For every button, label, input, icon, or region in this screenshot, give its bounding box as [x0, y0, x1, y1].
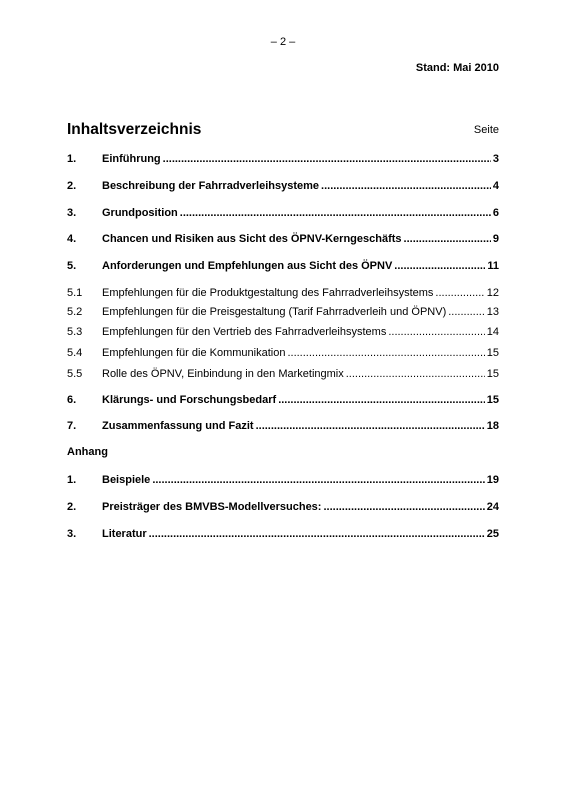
- seite-label: Seite: [473, 124, 499, 136]
- toc-heading: Inhaltsverzeichnis: [67, 121, 202, 138]
- toc-entry-3[interactable]: [67, 205, 499, 221]
- dot-leader: [163, 151, 491, 167]
- toc-entry-number: 4.: [67, 233, 77, 245]
- dot-leader: [149, 526, 485, 542]
- dot-leader: [152, 472, 484, 488]
- dot-leader: [321, 178, 491, 194]
- toc-entry-title: Rolle des ÖPNV, Einbindung in den Marketingmix: [102, 368, 344, 380]
- toc-entry-4[interactable]: [67, 231, 499, 247]
- dot-leader: [180, 205, 491, 221]
- toc-entry-5-2[interactable]: [67, 304, 499, 320]
- toc-entry-title: Beispiele: [102, 474, 151, 486]
- toc-entry-page: 6: [492, 207, 499, 219]
- toc-entry-number: 5.: [67, 260, 77, 272]
- toc-entry-title: Zusammenfassung und Fazit: [102, 420, 254, 432]
- toc-entry-number: 6.: [67, 394, 77, 406]
- dot-leader: [278, 392, 485, 408]
- toc-entry-number: 3.: [67, 207, 77, 219]
- dot-leader: [287, 345, 484, 361]
- dot-leader: [394, 258, 485, 274]
- dot-leader: [448, 304, 485, 320]
- toc-entry-page: 14: [486, 326, 499, 338]
- toc-entry-page: 13: [486, 306, 499, 318]
- toc-entry-page: 15: [486, 347, 499, 359]
- dot-leader: [388, 324, 484, 340]
- toc-entry-page: 3: [492, 153, 499, 165]
- toc-entry-title: Beschreibung der Fahrradverleihsysteme: [102, 180, 320, 192]
- toc-entry-title: Empfehlungen für die Kommunikation: [102, 347, 286, 359]
- dot-leader: [256, 418, 485, 434]
- dot-leader: [323, 499, 484, 515]
- toc-entry-5-4[interactable]: [67, 345, 499, 361]
- toc-entry-title: Grundposition: [102, 207, 178, 219]
- toc-entry-6[interactable]: [67, 392, 499, 408]
- toc-entry-page: 25: [486, 528, 499, 540]
- stand-date: Stand: Mai 2010: [415, 62, 499, 74]
- toc-entry-title: Empfehlungen für die Produktgestaltung des Fahrradverleihsystems: [102, 287, 434, 299]
- toc-entry-page: 11: [487, 260, 499, 272]
- toc-entry-number: 3.: [67, 528, 77, 540]
- toc-entry-page: 4: [492, 180, 499, 192]
- toc-entry-page: 15: [486, 394, 499, 406]
- toc-entry-2[interactable]: [67, 178, 499, 194]
- toc-entry-number: 2.: [67, 180, 77, 192]
- toc-entry-page: 12: [486, 287, 499, 299]
- anhang-entry-1[interactable]: [67, 472, 499, 488]
- toc-entry-page: 9: [492, 233, 499, 245]
- toc-entry-page: 18: [486, 420, 499, 432]
- toc-entry-title: Literatur: [102, 528, 147, 540]
- toc-entry-page: 19: [486, 474, 499, 486]
- toc-entry-number: 5.4: [67, 347, 83, 359]
- toc-entry-number: 5.5: [67, 368, 83, 380]
- toc-entry-7[interactable]: [67, 418, 499, 434]
- toc-entry-title: Anforderungen und Empfehlungen aus Sicht des ÖPNV: [102, 260, 393, 272]
- toc-entry-5-1[interactable]: [67, 285, 499, 301]
- toc-entry-1[interactable]: [67, 151, 499, 167]
- toc-entry-number: 1.: [67, 153, 77, 165]
- toc-entry-number: 5.2: [67, 306, 83, 318]
- anhang-heading: Anhang: [67, 446, 108, 458]
- dot-leader: [346, 366, 485, 382]
- toc-entry-number: 7.: [67, 420, 77, 432]
- toc-entry-number: 2.: [67, 501, 77, 513]
- toc-entry-title: Chancen und Risiken aus Sicht des ÖPNV-Kerngeschäfts: [102, 233, 402, 245]
- toc-entry-title: Einführung: [102, 153, 161, 165]
- toc-entry-title: Klärungs- und Forschungsbedarf: [102, 394, 277, 406]
- toc-entry-title: Empfehlungen für die Preisgestaltung (Tarif Fahrradverleih und ÖPNV): [102, 306, 447, 318]
- anhang-entry-3[interactable]: [67, 526, 499, 542]
- toc-entry-5[interactable]: [67, 258, 499, 274]
- toc-entry-title: Empfehlungen für den Vertrieb des Fahrradverleihsystems: [102, 326, 387, 338]
- dot-leader: [435, 285, 484, 301]
- toc-entry-number: 1.: [67, 474, 77, 486]
- toc-entry-title: Preisträger des BMVBS-Modellversuches:: [102, 501, 322, 513]
- toc-entry-number: 5.1: [67, 287, 83, 299]
- page-number: – 2 –: [270, 36, 296, 48]
- toc-entry-page: 15: [486, 368, 499, 380]
- toc-entry-5-5[interactable]: [67, 366, 499, 382]
- toc-entry-number: 5.3: [67, 326, 83, 338]
- toc-entry-page: 24: [486, 501, 499, 513]
- anhang-entry-2[interactable]: [67, 499, 499, 515]
- dot-leader: [404, 231, 491, 247]
- toc-entry-5-3[interactable]: [67, 324, 499, 340]
